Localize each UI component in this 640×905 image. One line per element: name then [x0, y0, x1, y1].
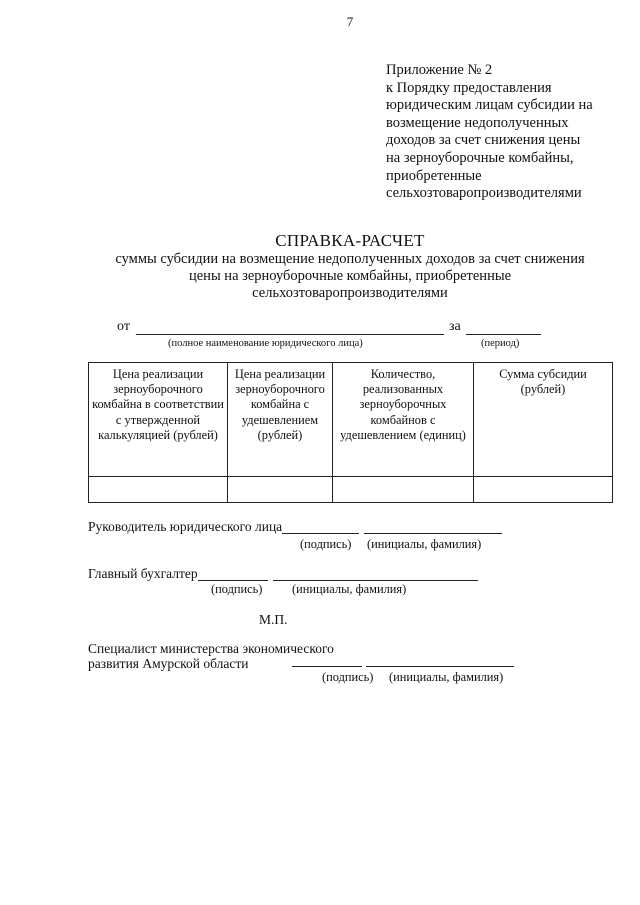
- calculation-table: [88, 362, 613, 503]
- head-signature-field[interactable]: [282, 533, 359, 534]
- org-name-caption: (полное наименование юридического лица): [168, 338, 363, 349]
- page-number: 7: [346, 14, 354, 29]
- accountant-signature-field[interactable]: [198, 580, 268, 581]
- specialist-name-field[interactable]: [366, 666, 514, 667]
- annex-line: сельхозтоваропроизводителями: [386, 185, 582, 202]
- period-caption: (период): [481, 338, 520, 349]
- table-cell[interactable]: [228, 477, 333, 503]
- head-sign-caption: (подпись): [300, 537, 352, 551]
- document-subtitle: [95, 251, 605, 302]
- table-cell[interactable]: [333, 477, 474, 503]
- annex-line: возмещение недополученных: [386, 114, 569, 131]
- accountant-name-field[interactable]: [273, 580, 478, 581]
- column-header-subsidy: Сумма субсидии (рублей): [474, 363, 613, 477]
- subtitle-line: суммы субсидии на возмещение недополученных доходов за счет снижения: [115, 251, 585, 267]
- table-row: [89, 477, 613, 503]
- annex-line: к Порядку предоставления: [386, 79, 552, 96]
- specialist-sign-caption: (подпись): [322, 670, 374, 684]
- column-header-quantity: Количество, реализованных зерноуборочных комбайнов с удешевлением (единиц): [333, 363, 474, 477]
- annex-line: Приложение № 2: [386, 62, 493, 78]
- annex-line: приобретенные: [386, 167, 482, 184]
- accountant-name-caption: (инициалы, фамилия): [292, 582, 407, 596]
- subtitle-line: сельхозтоваропроизводителями: [252, 285, 448, 301]
- specialist-signature-field[interactable]: [292, 666, 362, 667]
- head-label: Руководитель юридического лица: [88, 519, 283, 534]
- specialist-label-line2: развития Амурской области: [88, 656, 249, 671]
- specialist-label-line1: Специалист министерства экономического: [88, 641, 334, 656]
- table-cell[interactable]: [474, 477, 613, 503]
- org-name-field[interactable]: [136, 334, 444, 335]
- accountant-sign-caption: (подпись): [211, 582, 263, 596]
- table-cell[interactable]: [89, 477, 228, 503]
- from-label: от: [117, 319, 130, 334]
- head-name-field[interactable]: [364, 533, 502, 534]
- specialist-name-caption: (инициалы, фамилия): [389, 670, 504, 684]
- period-field[interactable]: [466, 334, 541, 335]
- column-header-price-calc: Цена реализации зерноуборочного комбайна в соответствии с утвержденной калькуляцией (рублей): [89, 363, 228, 477]
- annex-line: юридическим лицам субсидии на: [386, 97, 593, 114]
- stamp-placeholder: М.П.: [259, 612, 288, 627]
- table-header-row: [89, 363, 613, 477]
- subtitle-line: цены на зерноуборочные комбайны, приобретенные: [188, 268, 512, 284]
- column-header-price-discount: Цена реализации зерноуборочного комбайна с удешевлением (рублей): [228, 363, 333, 477]
- head-name-caption: (инициалы, фамилия): [367, 537, 482, 551]
- annex-block: [386, 62, 626, 203]
- annex-line: на зерноуборочные комбайны,: [386, 149, 574, 166]
- accountant-label: Главный бухгалтер: [88, 566, 198, 581]
- document-title: СПРАВКА-РАСЧЕТ: [275, 231, 425, 250]
- for-label: за: [449, 319, 461, 334]
- annex-line: доходов за счет снижения цены: [386, 132, 581, 149]
